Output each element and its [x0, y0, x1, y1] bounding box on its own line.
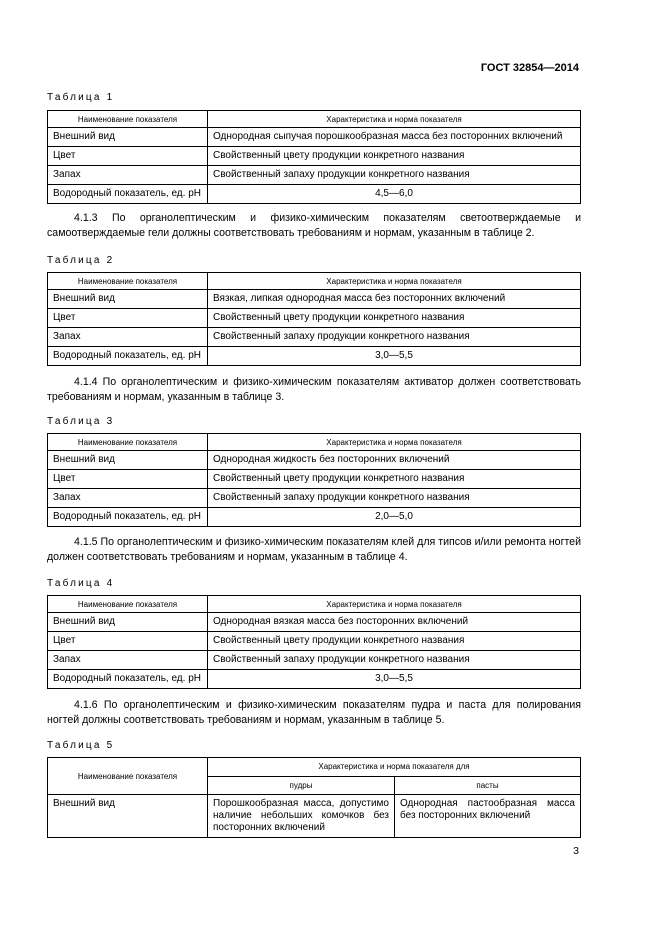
table-row [48, 347, 581, 366]
table-row [48, 651, 581, 670]
paragraph-4-1-4: 4.1.4 По органолептическим и физико-химическим показателям активатор должен соответствовать требованиям и нормам, указанным в таблице 3. [47, 376, 581, 403]
column-header-name: Наименование показателя [48, 758, 208, 795]
row-name: Водородный показатель, ед. рН [48, 670, 208, 689]
document-header: ГОСТ 32854—2014 [480, 62, 579, 74]
row-value-paste: Однородная пастообразная масса без посторонних включений [395, 795, 581, 838]
paragraph-4-1-6: 4.1.6 По органолептическим и физико-химическим показателям пудра и паста для полирования ногтей должны соответствовать требованиям и нормам, указанным в таблице 5. [47, 699, 581, 726]
row-name: Цвет [48, 632, 208, 651]
row-name: Цвет [48, 309, 208, 328]
column-header-characteristic: Характеристика и норма показателя [208, 434, 581, 451]
table-row [48, 489, 581, 508]
row-value: Свойственный запаху продукции конкретного названия [208, 328, 581, 347]
table-row [48, 128, 581, 147]
table-5 [47, 757, 581, 838]
row-value: Однородная сыпучая порошкообразная масса без посторонних включений [208, 128, 581, 147]
column-header-powder: пудры [208, 776, 395, 795]
row-value: Однородная вязкая масса без посторонних включений [208, 613, 581, 632]
column-header-name: Наименование показателя [48, 434, 208, 451]
table-header-row [48, 758, 581, 777]
table-row [48, 613, 581, 632]
row-value: Свойственный цвету продукции конкретного названия [208, 309, 581, 328]
table-row [48, 632, 581, 651]
table-row [48, 147, 581, 166]
table-row [48, 670, 581, 689]
row-value: 2,0—5,0 [208, 508, 581, 527]
row-value: 3,0—5,5 [208, 670, 581, 689]
table-row [48, 470, 581, 489]
row-name: Запах [48, 489, 208, 508]
page-number: 3 [573, 845, 579, 857]
row-value: 4,5—6,0 [208, 185, 581, 204]
row-name: Водородный показатель, ед. рН [48, 185, 208, 204]
table-4 [47, 595, 581, 689]
row-name: Внешний вид [48, 290, 208, 309]
table-header-row [48, 273, 581, 290]
table-4-caption: Таблица 4 [47, 578, 115, 589]
row-value: Однородная жидкость без посторонних включений [208, 451, 581, 470]
table-header-row [48, 111, 581, 128]
paragraph-4-1-5: 4.1.5 По органолептическим и физико-химическим показателям клей для типсов и/или ремонта ногтей должен соответствовать требованиям и нормам, указанным в таблице 4. [47, 536, 581, 563]
column-header-name: Наименование показателя [48, 596, 208, 613]
row-name: Запах [48, 328, 208, 347]
table-3-caption: Таблица 3 [47, 416, 115, 427]
table-row [48, 185, 581, 204]
column-header-name: Наименование показателя [48, 273, 208, 290]
row-value: Свойственный запаху продукции конкретного названия [208, 651, 581, 670]
table-row [48, 290, 581, 309]
row-name: Запах [48, 166, 208, 185]
column-header-characteristic: Характеристика и норма показателя [208, 273, 581, 290]
table-2 [47, 272, 581, 366]
table-row [48, 451, 581, 470]
column-header-paste: пасты [395, 776, 581, 795]
table-5-caption: Таблица 5 [47, 740, 115, 751]
row-value: Вязкая, липкая однородная масса без посторонних включений [208, 290, 581, 309]
row-value: Свойственный запаху продукции конкретного названия [208, 166, 581, 185]
row-value: 3,0—5,5 [208, 347, 581, 366]
row-value: Свойственный цвету продукции конкретного названия [208, 632, 581, 651]
row-name: Внешний вид [48, 128, 208, 147]
row-name: Цвет [48, 470, 208, 489]
row-value: Свойственный цвету продукции конкретного названия [208, 470, 581, 489]
row-value: Свойственный цвету продукции конкретного названия [208, 147, 581, 166]
table-row [48, 328, 581, 347]
row-name: Внешний вид [48, 613, 208, 632]
row-name: Водородный показатель, ед. рН [48, 508, 208, 527]
paragraph-4-1-3: 4.1.3 По органолептическим и физико-химическим показателям светоотверждаемые и самоотверждаемые гели должны соответствовать требованиям и нормам, указанным в таблице 2. [47, 212, 581, 239]
column-header-name: Наименование показателя [48, 111, 208, 128]
table-row [48, 166, 581, 185]
column-header-characteristic-for: Характеристика и норма показателя для [208, 758, 581, 777]
table-row [48, 508, 581, 527]
column-header-characteristic: Характеристика и норма показателя [208, 111, 581, 128]
row-value: Свойственный запаху продукции конкретного названия [208, 489, 581, 508]
row-name: Внешний вид [48, 795, 208, 838]
table-2-caption: Таблица 2 [47, 255, 115, 266]
table-row [48, 795, 581, 838]
row-name: Водородный показатель, ед. рН [48, 347, 208, 366]
table-header-row [48, 434, 581, 451]
table-1-caption: Таблица 1 [47, 92, 115, 103]
row-name: Цвет [48, 147, 208, 166]
row-name: Внешний вид [48, 451, 208, 470]
column-header-characteristic: Характеристика и норма показателя [208, 596, 581, 613]
table-header-row [48, 596, 581, 613]
row-value-powder: Порошкообразная масса, допустимо наличие небольших комочков без посторонних включений [208, 795, 395, 838]
table-3 [47, 433, 581, 527]
row-name: Запах [48, 651, 208, 670]
table-row [48, 309, 581, 328]
table-1 [47, 110, 581, 204]
